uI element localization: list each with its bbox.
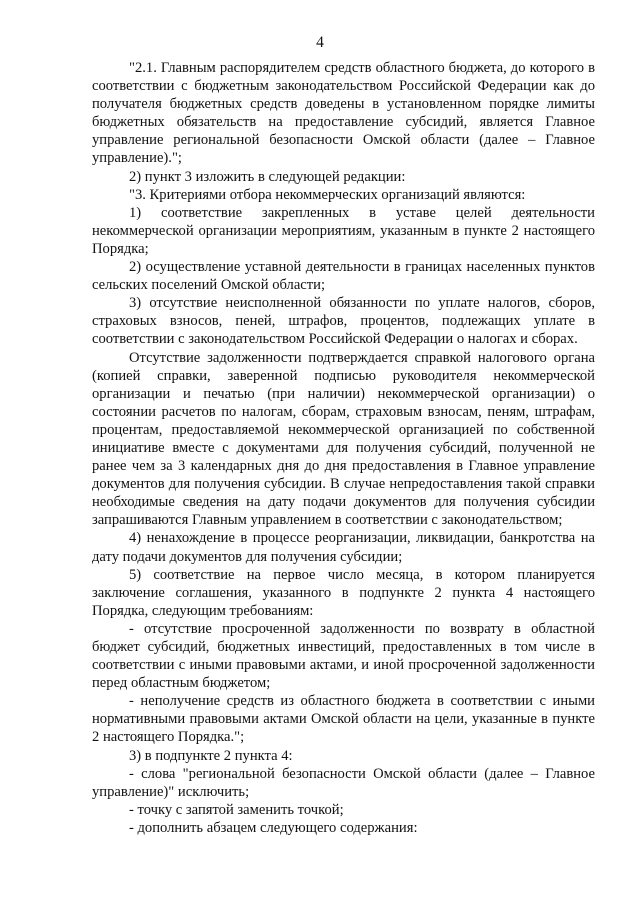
- paragraph: 2) осуществление уставной деятельности в границах населенных пунктов сельских поселений Омской области;: [92, 259, 595, 294]
- page-number: 4: [316, 34, 324, 51]
- paragraph: - точку с запятой заменить точкой;: [129, 801, 344, 818]
- paragraph: - отсутствие просроченной задолженности по возврату в областной бюджет субсидий, бюджетных инвестиций, предоставленных в том числе в соответствии с иными правовыми актами, и иной просроченной задолженности перед областным бюджетом;: [92, 620, 595, 692]
- paragraph: 4) ненахождение в процессе реорганизации, ликвидации, банкротства на дату подачи документов для получения субсидии;: [92, 530, 595, 565]
- paragraph: Отсутствие задолженности подтверждается справкой налогового органа (копией справки, заверенной подписью руководителя некоммерческой организации и печатью (при наличии) некоммерческой организации) о состоянии расчетов по налогам, сборам, страховым взносам, пеням, штрафам, процентам, предоставляемой некоммерческой организацией по собственной инициативе вместе с документами для получения субсидий, полученной не ранее чем за 3 календарных дня до дня предоставления в Главное управление документов для получения субсидии. В случае непредоставления такой справки необходимые сведения на дату подачи документов для получения субсидии запрашиваются Главным управлением в соответствии с законодательством;: [92, 349, 595, 529]
- paragraph: 5) соответствие на первое число месяца, в котором планируется заключение соглашения, указанного в подпункте 2 пункта 4 настоящего Порядка, следующим требованиям:: [92, 566, 595, 619]
- paragraph: 3) отсутствие неисполненной обязанности по уплате налогов, сборов, страховых взносов, пеней, штрафов, процентов, подлежащих уплате в соответствии с законодательством Российской Федерации о налогах и сборах.: [92, 295, 595, 348]
- document-body: [92, 59, 595, 837]
- paragraph: 2) пункт 3 изложить в следующей редакции:: [129, 168, 406, 185]
- paragraph: 1) соответствие закрепленных в уставе целей деятельности некоммерческой организации мероприятиям, указанным в пункте 2 настоящего Порядка;: [92, 204, 595, 257]
- paragraph: - неполучение средств из областного бюджета в соответствии с иными нормативными правовыми актами Омской области на цели, указанные в пункте 2 настоящего Порядка.";: [92, 693, 595, 746]
- paragraph: "3. Критериями отбора некоммерческих организаций являются:: [129, 186, 526, 203]
- paragraph: - дополнить абзацем следующего содержания:: [129, 819, 418, 836]
- paragraph: 3) в подпункте 2 пункта 4:: [129, 747, 293, 764]
- paragraph: - слова "региональной безопасности Омской области (далее – Главное управление)" исключить;: [92, 765, 595, 800]
- paragraph: "2.1. Главным распорядителем средств областного бюджета, до которого в соответствии с бюджетным законодательством Российской Федерации как до получателя бюджетных средств доведены в установленном порядке лимиты бюджетных обязательств на предоставление субсидий, является Главное управление региональной безопасности Омской области (далее – Главное управление).";: [92, 60, 595, 167]
